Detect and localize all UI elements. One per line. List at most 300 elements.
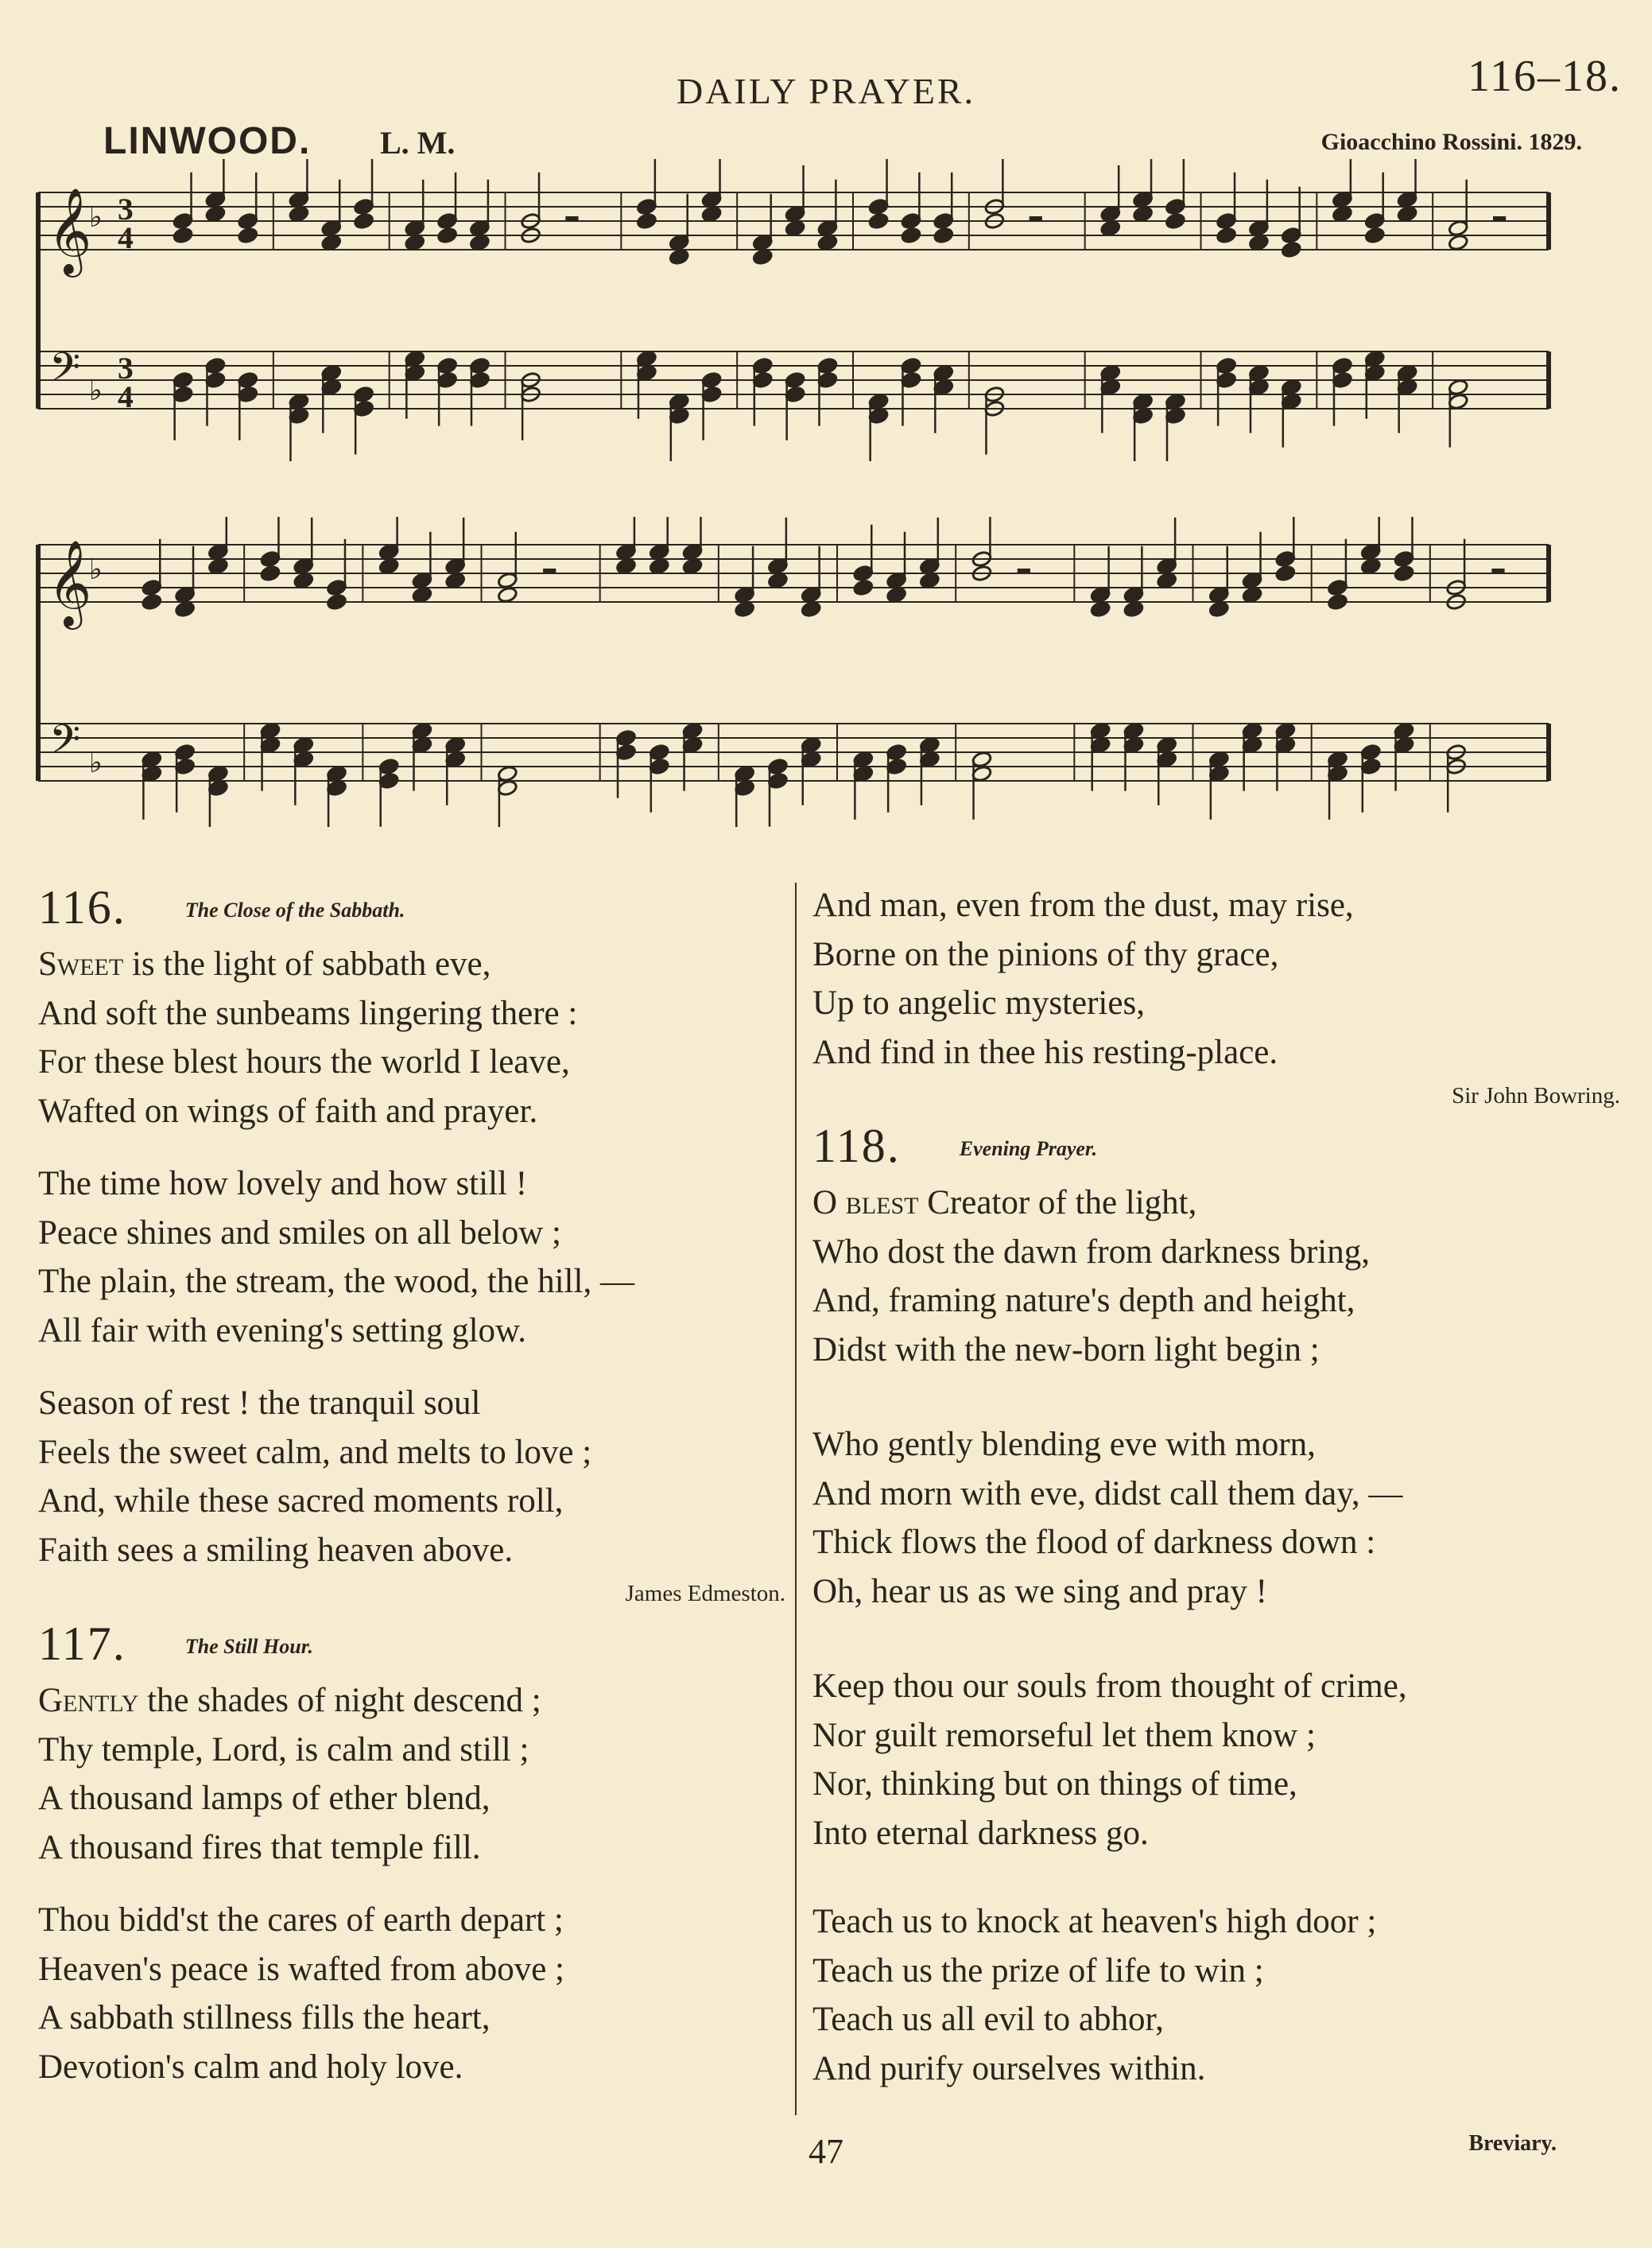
note-head [785,219,805,237]
verse-line: A sabbath stillness fills the heart, [38,1999,491,2036]
note-head [1248,379,1269,396]
note-head [735,765,755,782]
verse-line: Nor, thinking but on things of time, [812,1765,1297,1803]
note-head [1248,234,1269,251]
note-head [1448,219,1468,237]
note-head [801,751,821,768]
column-divider [795,883,797,2115]
note-head [293,736,314,754]
note-head [405,234,425,251]
note-head [205,357,226,375]
note-head [205,205,226,223]
note-head [238,386,258,403]
note-head [207,543,228,561]
note-head [1242,572,1262,589]
note-head [173,227,193,244]
note-head [682,722,703,740]
note-head [817,371,838,389]
rest [1030,216,1042,221]
verse-line: Nor guilt remorseful let them know ; [812,1716,1316,1754]
note-head [1281,379,1301,396]
note-head [437,212,458,230]
stanza [38,1379,785,1574]
note-head [1394,565,1414,582]
note-head [886,758,907,775]
note-head [175,586,196,604]
note-head [1133,407,1154,425]
note-head [919,557,940,575]
note-head [1275,722,1296,740]
verse-line: Teach us the prize of life to win ; [812,1951,1264,1990]
note-head [289,205,309,223]
note-head [412,586,432,604]
treble-clef: 𝄞 [48,540,92,627]
verse-line: Teach us to knock at heaven's high door ; [812,1903,1377,1940]
note-head [445,736,466,754]
note-head [142,751,162,768]
note-head [1123,600,1144,618]
note-head [868,198,889,215]
verse-line: And, while these sacred moments roll, [38,1482,564,1520]
note-head [701,205,722,223]
note-head [1332,191,1352,208]
verse-line: O blest Creator of the light, [812,1184,1197,1221]
note-head [1133,393,1154,410]
note-head [669,407,689,425]
verse-line: And soft the sunbeams lingering there : [38,994,578,1032]
note-head [752,234,773,251]
note-head [767,557,788,575]
note-head [497,765,518,782]
note-head [919,751,940,768]
hymn-author: Sir John Bowring. [1452,1083,1620,1108]
note-head [260,722,281,740]
rest [1493,216,1506,221]
note-head [175,758,196,775]
key-signature-flat: ♭ [89,201,103,235]
verse-line: Gently the shades of night descend ; [38,1682,541,1719]
note-head [1360,758,1381,775]
verse-line: Thick flows the flood of darkness down : [812,1524,1376,1561]
note-head [1397,191,1417,208]
note-head [1448,393,1468,410]
note-head [919,572,940,589]
note-head [497,586,518,604]
note-head [405,364,425,382]
note-head [1397,364,1417,382]
note-head [1157,736,1177,754]
note-head [735,586,755,604]
verse-line: Keep thou our souls from thought of crime, [812,1668,1407,1705]
note-head [886,744,907,761]
note-head [701,386,722,403]
verse-line: A thousand lamps of ether blend, [38,1780,491,1817]
note-head [933,227,954,244]
note-head [1242,736,1262,754]
time-signature: 3 [118,351,134,386]
hymn-subtitle: The Still Hour. [184,1635,313,1658]
note-head [1157,572,1177,589]
note-head [1332,205,1352,223]
note-head [1364,227,1385,244]
time-signature: 3 [118,192,134,227]
note-head [497,779,518,797]
note-head [785,371,805,389]
note-head [1133,205,1154,223]
hymn-heading [38,881,785,940]
note-head [649,543,669,561]
note-head [1090,722,1111,740]
hymn-heading [812,1120,1607,1178]
tune-meter: L. M. [380,125,456,161]
tune-name: LINWOOD. [103,120,312,162]
note-head [1327,765,1348,782]
note-head [1216,227,1237,244]
note-head [405,219,425,237]
note-head [901,357,921,375]
note-head [853,565,874,582]
note-head [207,557,228,575]
verse-line: Heaven's peace is wafted from above ; [38,1950,565,1988]
note-head [1360,557,1381,575]
note-head [636,198,657,215]
right-column [812,881,1620,2117]
note-head [1165,212,1185,230]
note-head [636,364,657,382]
note-head [1123,722,1144,740]
note-head [767,758,788,775]
note-head [1327,593,1348,611]
verse-line: Oh, hear us as we sing and pray ! [812,1572,1267,1610]
note-head [971,765,992,782]
time-signature: 4 [118,220,134,255]
note-head [260,550,281,568]
note-head [1165,407,1185,425]
note-head [175,744,196,761]
note-head [207,765,228,782]
note-head [817,219,838,237]
note-head [649,758,669,775]
note-head [1165,198,1185,215]
note-head [1275,550,1296,568]
note-head [293,751,314,768]
verse-line: And, framing nature's depth and height, [812,1282,1355,1319]
verse-line: Faith sees a smiling heaven above. [38,1531,514,1569]
note-head [1208,600,1229,618]
verse-line: Borne on the pinions of thy grace, [812,935,1279,973]
note-head [669,234,689,251]
note-head [378,758,399,775]
hymn-subtitle: The Close of the Sabbath. [184,899,405,922]
hymn-number: 117. [38,1617,126,1670]
music-score-system-1 [30,159,1557,461]
verse-line: And purify ourselves within. [812,2049,1206,2087]
note-head [469,357,490,375]
note-head [752,357,773,375]
note-head [326,593,347,611]
note-head [412,722,432,740]
note-head [801,586,821,604]
note-head [1157,751,1177,768]
note-head [173,386,193,403]
note-head [354,212,374,230]
note-head [817,234,838,251]
hymn-author: James Edmeston. [625,1581,785,1606]
stanza [812,1662,1607,1858]
note-head [853,579,874,596]
stanza [38,1896,785,2091]
stanza [812,1178,1607,1374]
note-head [1242,722,1262,740]
note-head [497,572,518,589]
note-head [1100,219,1121,237]
verse-line: Didst with the new-born light begin ; [812,1330,1320,1369]
verse-line: All fair with evening's setting glow. [38,1311,527,1349]
hymn-number: 116. [38,881,126,934]
note-head [321,364,342,382]
note-head [817,357,838,375]
note-head [636,350,657,367]
note-head [405,350,425,367]
initial-word: Gently [38,1682,139,1719]
note-head [1332,357,1352,375]
note-head [767,772,788,790]
note-head [1281,393,1301,410]
note-head [682,543,703,561]
note-head [853,765,874,782]
note-head [1208,751,1229,768]
note-head [971,751,992,768]
note-head [1123,736,1144,754]
note-head [1327,579,1348,596]
verse-line: For these blest hours the world I leave, [38,1043,570,1081]
note-head [1242,586,1262,604]
note-head [1397,205,1417,223]
note-head [1364,364,1385,382]
initial-word: Sweet [38,945,124,983]
stanza [812,881,1607,1077]
note-head [1165,393,1185,410]
note-head [701,371,722,389]
note-head [293,557,314,575]
note-head [142,765,162,782]
note-head [293,572,314,589]
note-head [437,357,458,375]
page-number: 47 [809,2132,843,2171]
bass-clef: 𝄢 [49,716,81,773]
note-head [933,379,954,396]
note-head [767,572,788,589]
note-head [378,543,399,561]
note-head [1216,371,1237,389]
note-head [636,212,657,230]
note-head [933,364,954,382]
left-column [38,881,785,2115]
note-head [1364,350,1385,367]
note-head [752,371,773,389]
note-head [1133,191,1154,208]
note-head [785,386,805,403]
note-head [1216,357,1237,375]
note-head [701,191,722,208]
note-head [142,593,162,611]
stanza [38,940,785,1136]
verse-line: Wafted on wings of faith and prayer. [38,1092,538,1130]
treble-clef: 𝄞 [48,188,92,274]
note-head [469,219,490,237]
key-signature-flat: ♭ [89,375,103,408]
note-head [1123,586,1144,604]
note-head [615,744,636,761]
note-head [445,557,466,575]
note-head [1157,557,1177,575]
page-header-title: DAILY PRAYER. [676,71,976,111]
note-head [868,212,889,230]
note-head [321,234,342,251]
verse-line: Peace shines and smiles on all below ; [38,1213,561,1252]
note-head [901,212,921,230]
note-head [752,248,773,266]
note-head [615,543,636,561]
note-head [649,557,669,575]
verse-line: And find in thee his resting-place. [812,1033,1278,1071]
stanza [38,1159,785,1355]
note-head [238,371,258,389]
bass-clef: 𝄢 [49,344,81,401]
note-head [1208,765,1229,782]
key-signature-flat: ♭ [89,747,103,780]
note-head [1327,751,1348,768]
verse-line: And morn with eve, didst call them day, — [812,1474,1403,1512]
note-head [1448,379,1468,396]
note-head [1360,543,1381,561]
note-head [469,234,490,251]
note-head [1248,364,1269,382]
note-head [289,407,309,425]
verse-line: Who gently blending eve with morn, [812,1426,1316,1463]
note-head [1100,205,1121,223]
note-head [901,227,921,244]
key-signature-flat: ♭ [89,553,103,587]
note-head [437,227,458,244]
note-head [1090,600,1111,618]
note-head [378,772,399,790]
music-score-system-2 [30,517,1557,827]
note-head [615,729,636,747]
note-head [735,600,755,618]
hymn-range: 116–18. [1468,52,1622,101]
note-head [886,586,907,604]
note-head [1275,736,1296,754]
note-head [1281,227,1301,244]
note-head [412,736,432,754]
note-head [868,393,889,410]
note-head [260,736,281,754]
verse-line: Season of rest ! the tranquil soul [38,1384,481,1422]
note-head [260,565,281,582]
hymn-author: Breviary. [1468,2131,1557,2156]
note-head [173,212,193,230]
stanza [812,1897,1607,2093]
note-head [1364,212,1385,230]
note-head [1100,379,1121,396]
note-head [682,557,703,575]
note-head [1394,722,1414,740]
note-head [289,191,309,208]
verse-line: A thousand fires that temple fill. [38,1828,481,1866]
verse-line: Feels the sweet calm, and melts to love ; [38,1433,592,1471]
note-head [735,779,755,797]
verse-line: Into eternal darkness go. [812,1814,1149,1852]
verse-line: The plain, the stream, the wood, the hill, — [38,1263,634,1300]
note-head [801,736,821,754]
note-head [445,751,466,768]
note-head [901,371,921,389]
initial-word: O blest [812,1184,919,1221]
note-head [445,572,466,589]
rest [565,216,578,221]
note-head [205,191,226,208]
note-head [207,779,228,797]
note-head [1397,379,1417,396]
note-head [326,579,347,596]
note-head [886,572,907,589]
stanza [812,1420,1607,1616]
verse-line: Devotion's calm and holy love. [38,2048,463,2086]
note-head [1332,371,1352,389]
rest [1491,569,1504,573]
verse-line: Up to angelic mysteries, [812,984,1145,1022]
note-head [1248,219,1269,237]
note-head [354,198,374,215]
note-head [1448,234,1468,251]
note-head [649,744,669,761]
note-head [615,557,636,575]
note-head [785,205,805,223]
note-head [1360,744,1381,761]
note-head [321,219,342,237]
note-head [173,371,193,389]
note-head [1394,550,1414,568]
note-head [238,212,258,230]
note-head [142,579,162,596]
note-head [1090,736,1111,754]
note-head [326,765,347,782]
note-head [669,248,689,266]
note-head [933,212,954,230]
note-head [1281,241,1301,258]
rest [1018,569,1030,573]
note-head [378,557,399,575]
hymn-heading [38,1617,785,1676]
note-head [205,371,226,389]
note-head [354,400,374,417]
note-head [1208,586,1229,604]
hymn-subtitle: Evening Prayer. [959,1137,1098,1160]
note-head [1090,586,1111,604]
note-head [1394,736,1414,754]
note-head [238,227,258,244]
note-head [469,371,490,389]
time-signature: 4 [118,379,134,414]
verse-line: Who dost the dawn from darkness bring, [812,1233,1370,1271]
note-head [289,393,309,410]
note-head [321,379,342,396]
note-head [801,600,821,618]
note-head [669,393,689,410]
note-head [853,751,874,768]
note-head [175,600,196,618]
